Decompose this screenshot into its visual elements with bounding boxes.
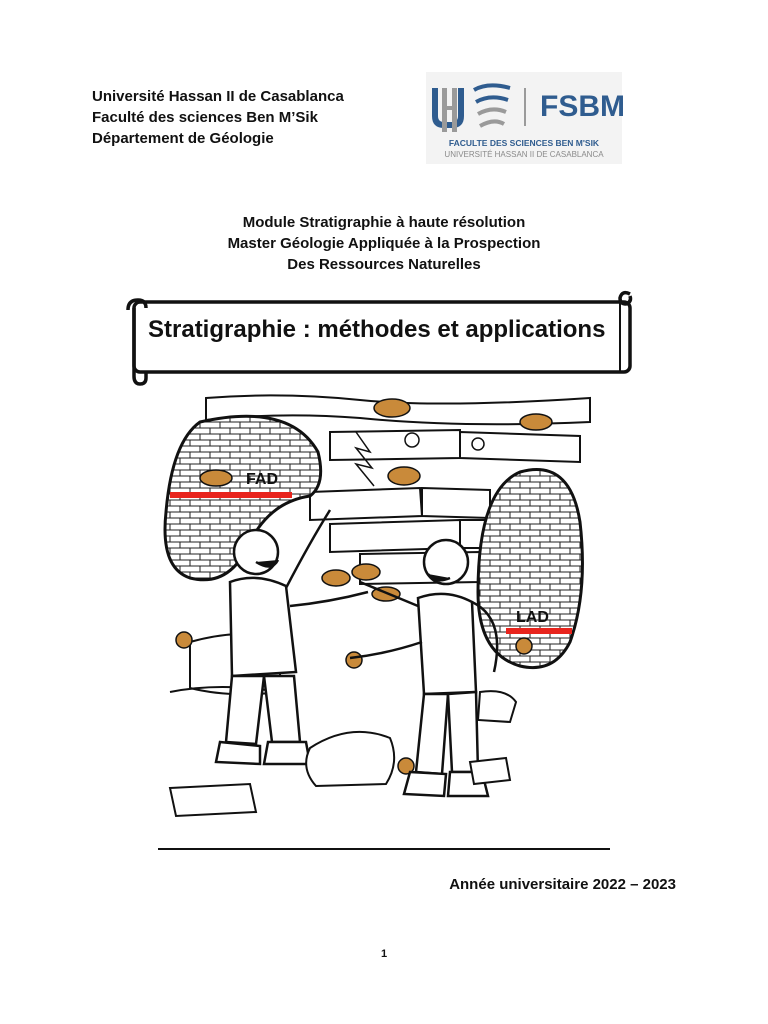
fossil-ammonite — [346, 652, 362, 668]
logo-acronym: FSBM — [540, 90, 625, 123]
logo-faculty-text: FACULTE DES SCIENCES BEN M'SIK — [448, 138, 600, 148]
lad-marker — [506, 628, 572, 634]
fossil-shell — [322, 570, 350, 586]
fossil-shell — [352, 564, 380, 580]
logo-university-text: UNIVERSITÉ HASSAN II DE CASABLANCA — [444, 150, 604, 159]
master-title: Master Géologie Appliquée à la Prospection — [227, 235, 541, 252]
fossil-ammonite — [516, 638, 532, 654]
fossil-shell — [388, 467, 420, 485]
fossil-shell — [374, 399, 410, 417]
faculty-name: Faculté des sciences Ben M’Sik — [92, 109, 318, 126]
fsbm-logo — [426, 72, 625, 164]
university-name: Université Hassan II de Casablanca — [92, 88, 344, 105]
separator-line — [158, 848, 610, 850]
fossil-shell — [200, 470, 232, 486]
academic-year: Année universitaire 2022 – 2023 — [449, 876, 676, 893]
fossil-ammonite — [176, 632, 192, 648]
rock-pile — [306, 732, 394, 786]
master-subtitle: Des Ressources Naturelles — [287, 256, 481, 273]
fad-label: FAD — [246, 471, 278, 488]
title-banner — [124, 288, 642, 388]
department-name: Département de Géologie — [92, 130, 274, 147]
fossil-shell — [520, 414, 552, 430]
document-title: Stratigraphie : méthodes et applications — [148, 316, 606, 343]
institution-block — [92, 86, 344, 149]
module-title: Module Stratigraphie à haute résolution — [242, 214, 526, 231]
stratigraphy-illustration — [160, 392, 600, 838]
page-number: 1 — [380, 948, 388, 960]
fad-marker — [170, 492, 292, 498]
module-block — [0, 212, 768, 275]
lad-label: LAD — [516, 609, 549, 626]
geologists-fossils-drawing — [160, 392, 600, 838]
